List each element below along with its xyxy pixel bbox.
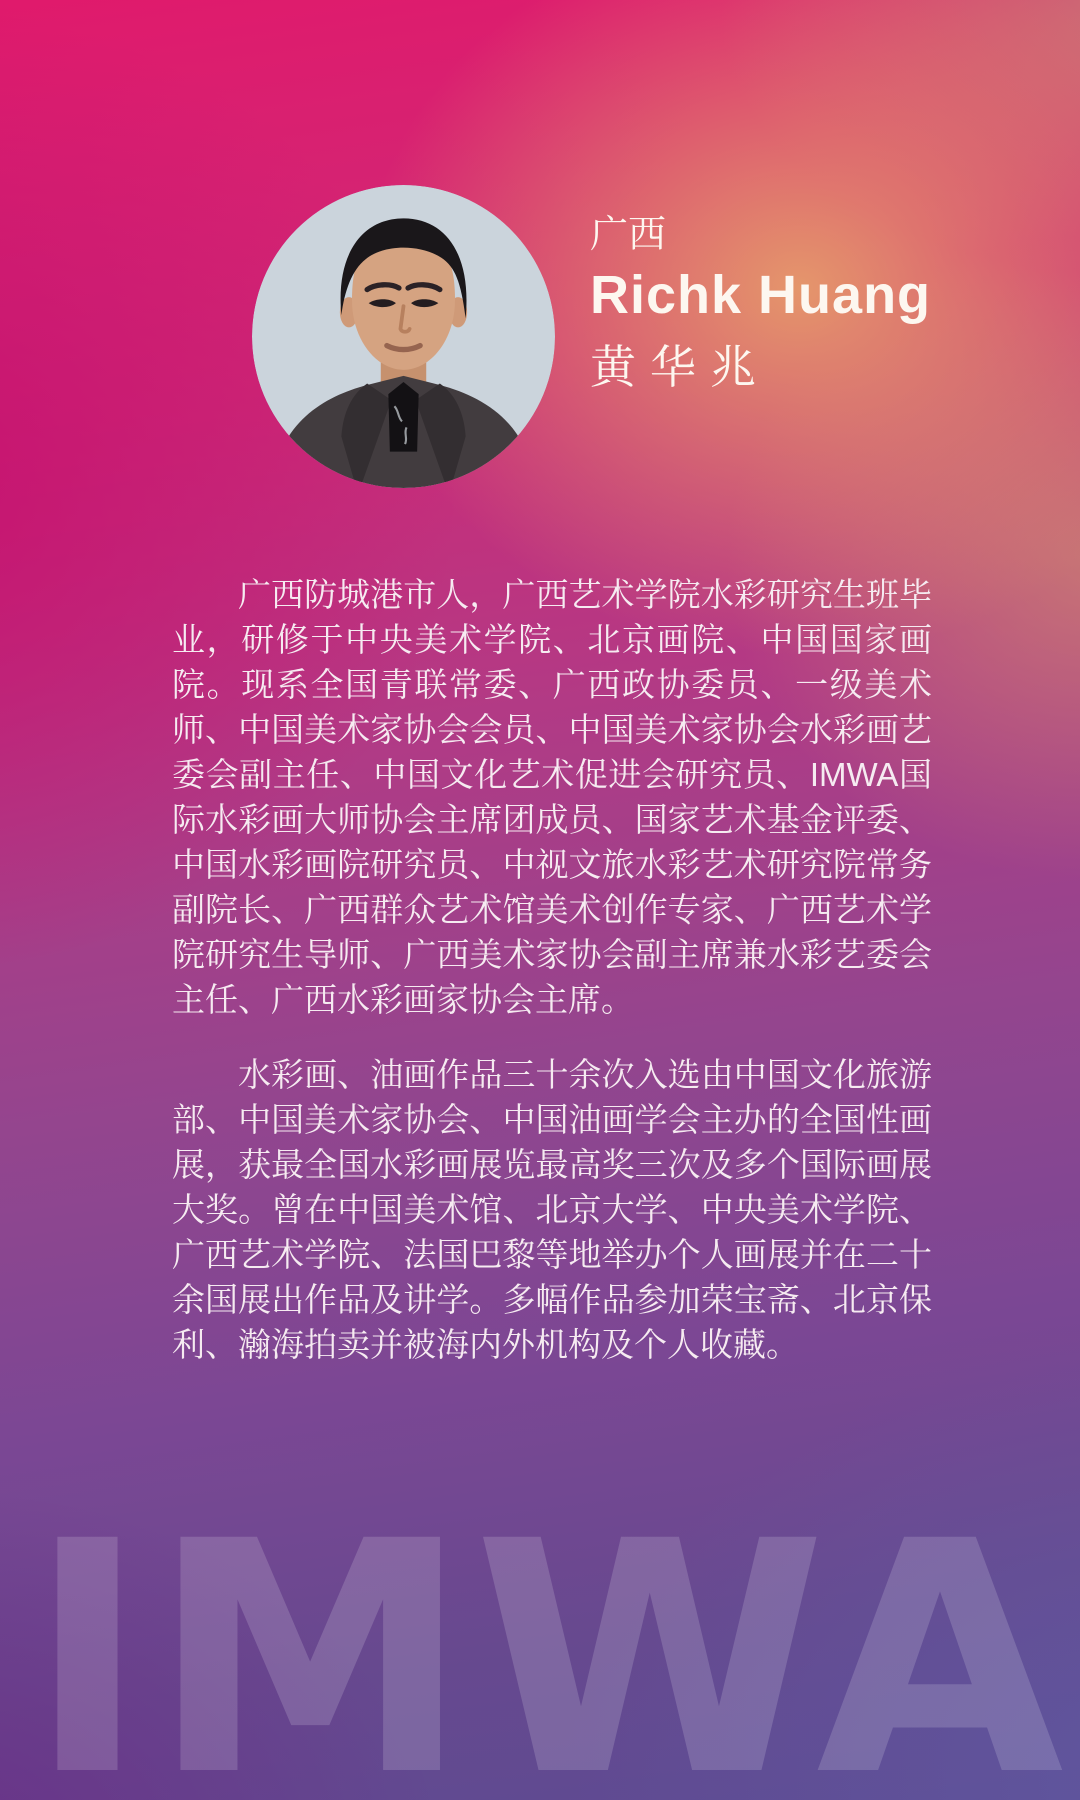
avatar (252, 185, 555, 488)
name-chinese: 黄华兆 (590, 341, 770, 393)
name-english: Richk Huang (590, 265, 932, 325)
bio-paragraph-1: 广西防城港市人，广西艺术学院水彩研究生班毕业，研修于中央美术学院、北京画院、中国国家画院。现系全国青联常委、广西政协委员、一级美术师、中国美术家协会会员、中国美术家协会水彩画艺委会副主任、中国文化艺术促进会研究员、IMWA国际水彩画大师协会主席团成员、国家艺术基金评委、中国水彩画院研究员、中视文旅水彩艺术研究院常务副院长、广西群众艺术馆美术创作专家、广西艺术学院研究生导师、广西美术家协会副主席兼水彩艺委会主任、广西水彩画家协会主席。 (172, 576, 932, 1018)
region-label: 广西 (590, 214, 667, 256)
imwa-watermark: IMWA (28, 1474, 1068, 1800)
bio-paragraph-2: 水彩画、油画作品三十余次入选由中国文化旅游部、中国美术家协会、中国油画学会主办的全国性画展，获最全国水彩画展览最高奖三次及多个国际画展大奖。曾在中国美术馆、北京大学、中央美术学院、广西艺术学院、法国巴黎等地举办个人画展并在二十余国展出作品及讲学。多幅作品参加荣宝斋、北京保利、瀚海拍卖并被海内外机构及个人收藏。 (172, 1056, 932, 1363)
biography (172, 572, 932, 1367)
portrait-photo-icon (252, 185, 555, 488)
name-block (590, 214, 932, 393)
